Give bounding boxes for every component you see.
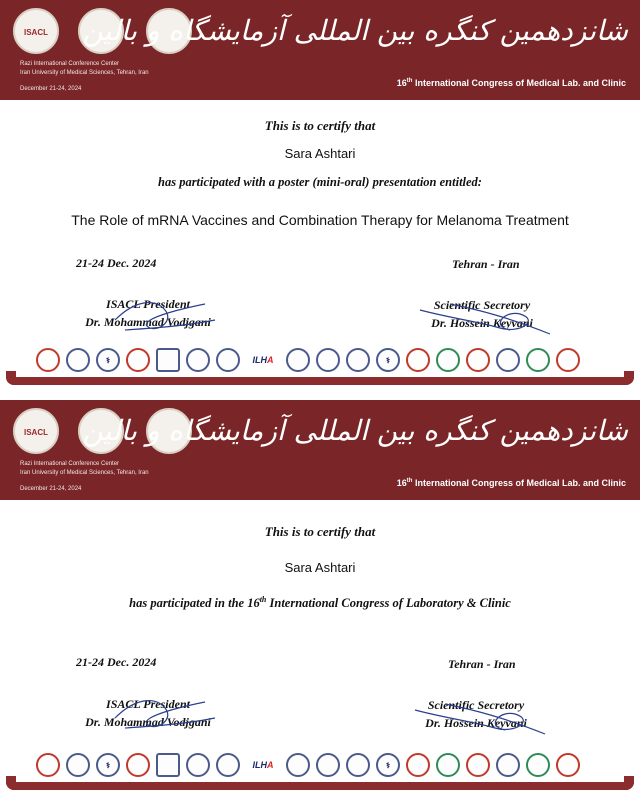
president-name: Dr. Mohammad Vodjgani xyxy=(85,715,211,729)
event-place: Tehran - Iran xyxy=(452,257,520,271)
english-title: 16th International Congress of Medical Lab. and Clinic xyxy=(396,78,626,88)
persian-title: شانزدهمین کنگره بین المللی آزمایشگاه و بالین xyxy=(82,14,628,47)
header-banner xyxy=(0,0,640,100)
venue-line-1: Razi International Conference Center xyxy=(20,461,120,467)
presentation-title: The Role of mRNA Vaccines and Combination Therapy for Melanoma Treatment xyxy=(71,212,569,228)
persian-title: شانزدهمین کنگره بین المللی آزمایشگاه و بالین xyxy=(82,414,628,447)
president-role: ISACL President xyxy=(106,697,190,711)
sponsor-logos xyxy=(36,750,580,780)
participation-statement: has participated with a poster (mini-oral) presentation entitled: xyxy=(158,175,482,189)
sponsor-logo-14 xyxy=(436,348,460,372)
certify-text: This is to certify that xyxy=(264,524,376,539)
caduceus-icon: ⚕ xyxy=(96,348,120,372)
sponsor-logo-13 xyxy=(406,348,430,372)
sponsor-logo-5 xyxy=(156,348,180,372)
venue-line-2: Iran University of Medical Sciences, Tehran, Iran xyxy=(20,70,149,76)
sponsor-logo-9 xyxy=(286,348,310,372)
english-title: 16th International Congress of Medical Lab. and Clinic xyxy=(396,478,626,488)
sponsor-logo-7 xyxy=(216,753,240,777)
sponsor-logo-16 xyxy=(496,348,520,372)
president-signature-stroke xyxy=(95,688,225,738)
president-name: Dr. Mohammad Vodjgani xyxy=(85,315,211,329)
secretary-role: Scientific Secretory xyxy=(433,298,531,312)
event-dates: December 21-24, 2024 xyxy=(20,86,82,92)
event-place: Tehran - Iran xyxy=(448,657,516,671)
isacl-logo: ISACL xyxy=(13,408,59,454)
sponsor-logo-4 xyxy=(126,753,150,777)
sponsor-footer xyxy=(0,345,640,393)
sponsor-logo-1 xyxy=(36,348,60,372)
secretary-name: Dr. Hossein Keyvani xyxy=(425,716,527,730)
sponsor-logo-1 xyxy=(36,753,60,777)
sponsor-logo-16 xyxy=(496,753,520,777)
header-banner xyxy=(0,400,640,500)
event-date: 21-24 Dec. 2024 xyxy=(76,655,157,669)
secretary-signature-stroke xyxy=(405,690,555,740)
ilha-logo: ILH A xyxy=(246,348,280,372)
secretary-signature-stroke xyxy=(410,290,560,340)
president-role: ISACL President xyxy=(106,297,190,311)
certificate-participation xyxy=(0,400,640,800)
secretary-role: Scientific Secretory xyxy=(427,698,525,712)
sponsor-logo-5 xyxy=(156,753,180,777)
footer-bar xyxy=(6,782,634,790)
sponsor-logos xyxy=(36,345,580,375)
caduceus-icon: ⚕ xyxy=(376,753,400,777)
sponsor-logo-9 xyxy=(286,753,310,777)
sponsor-logo-7 xyxy=(216,348,240,372)
caduceus-icon: ⚕ xyxy=(96,753,120,777)
sponsor-logo-13 xyxy=(406,753,430,777)
event-date: 21-24 Dec. 2024 xyxy=(76,256,157,270)
secretary-name: Dr. Hossein Keyvani xyxy=(431,316,533,330)
event-dates: December 21-24, 2024 xyxy=(20,486,82,492)
sponsor-logo-18 xyxy=(556,753,580,777)
president-signature-stroke xyxy=(95,290,225,340)
isacl-logo: ISACL xyxy=(13,8,59,54)
sponsor-logo-11 xyxy=(346,753,370,777)
footer-bar xyxy=(6,377,634,385)
sponsor-logo-15 xyxy=(466,753,490,777)
sponsor-logo-18 xyxy=(556,348,580,372)
sponsor-footer xyxy=(0,750,640,798)
sponsor-logo-6 xyxy=(186,753,210,777)
caduceus-icon: ⚕ xyxy=(376,348,400,372)
recipient-name: Sara Ashtari xyxy=(284,146,356,161)
sponsor-logo-17 xyxy=(526,348,550,372)
sponsor-logo-10 xyxy=(316,348,340,372)
recipient-name: Sara Ashtari xyxy=(284,560,356,575)
sponsor-logo-4 xyxy=(126,348,150,372)
certify-text: This is to certify that xyxy=(264,118,376,133)
participation-statement: has participated in the 16th International Congress of Laboratory & Clinic xyxy=(129,595,511,611)
sponsor-logo-14 xyxy=(436,753,460,777)
venue-line-1: Razi International Conference Center xyxy=(20,61,120,67)
sponsor-logo-11 xyxy=(346,348,370,372)
sponsor-logo-10 xyxy=(316,753,340,777)
sponsor-logo-2 xyxy=(66,753,90,777)
ilha-logo: ILH A xyxy=(246,753,280,777)
sponsor-logo-6 xyxy=(186,348,210,372)
sponsor-logo-2 xyxy=(66,348,90,372)
sponsor-logo-15 xyxy=(466,348,490,372)
sponsor-logo-17 xyxy=(526,753,550,777)
venue-line-2: Iran University of Medical Sciences, Tehran, Iran xyxy=(20,470,149,476)
